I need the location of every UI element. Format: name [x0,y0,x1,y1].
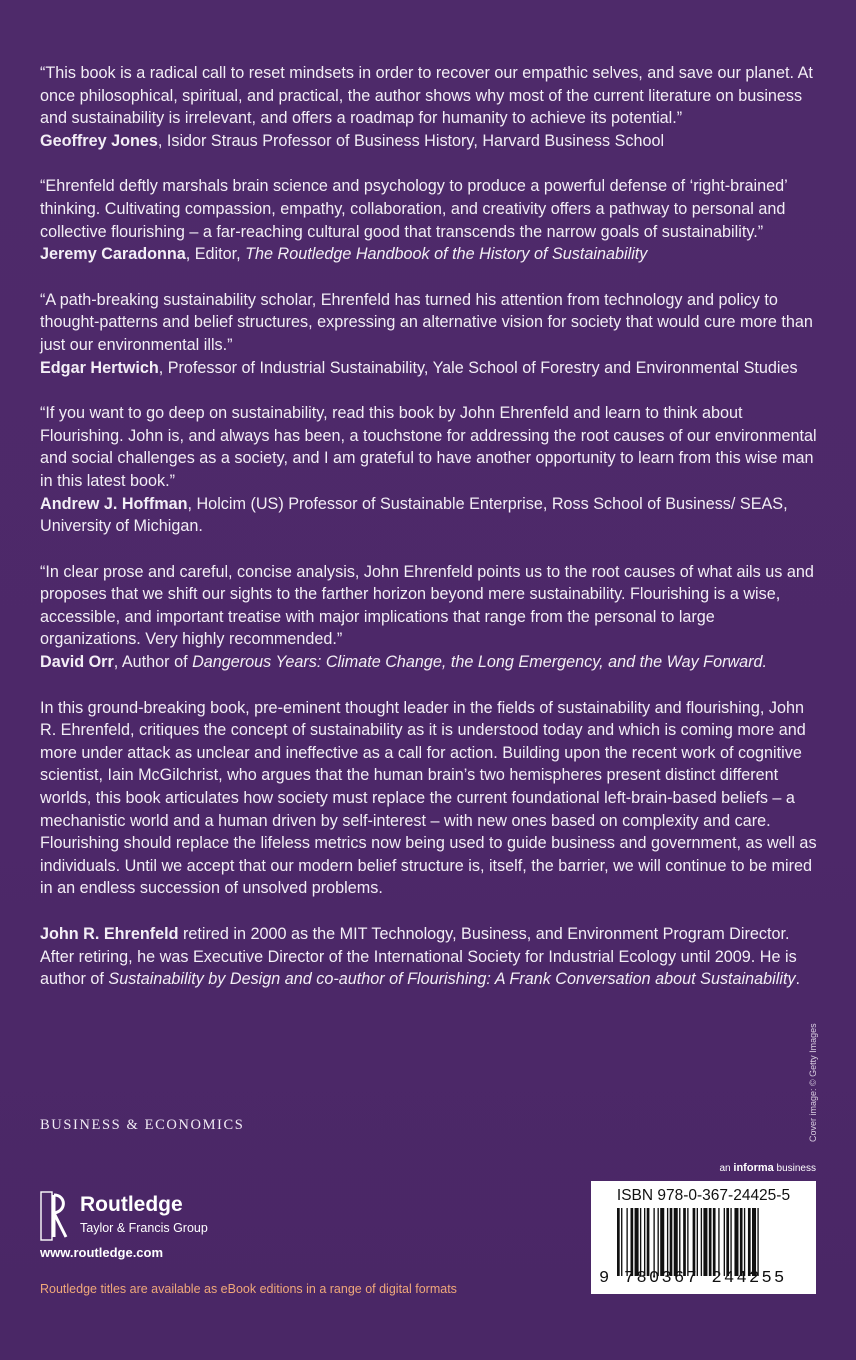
barcode-bar [687,1208,688,1276]
endorsement-4 [40,402,820,538]
bio-works: Sustainability by Design and co-author of Flourishing: A Frank Conversation about Sustainability [108,970,796,989]
barcode-bar [626,1208,627,1276]
bio-text: retired in 2000 as the MIT Technology, Business, and Environment Program Director. After retiring, he was Executive Director of the International Society for Industrial Ecology until 2009. He is author of [40,925,797,989]
endorsement-1 [40,62,820,152]
barcode-bar [713,1208,716,1276]
barcode-bar [631,1208,634,1276]
cover-credit: Cover image: © Getty Images [808,1023,818,1142]
quote-attribution [40,357,820,380]
endorser-title: , Isidor Straus Professor of Business History, Harvard Business School [157,131,665,150]
ebook-note: Routledge titles are available as eBook editions in a range of digital formats [40,1282,457,1296]
informa-tagline: an informa business [719,1162,816,1174]
barcode-bar [744,1208,745,1276]
barcode-bar [703,1208,707,1276]
endorser-work: Dangerous Years: Climate Change, the Long Emergency, and the Way Forward. [192,653,768,672]
barcode-bar [752,1208,756,1276]
barcode-bars [617,1208,807,1276]
quote-text: “If you want to go deep on sustainability, read this book by John Ehrenfeld and learn to think about Flourishing. John is, and always has been, a touchstone for addressing the root causes of our environmental and social challenges as a society, and I am grateful to have another opportunity to learn from this wise man in this latest book.” [40,404,817,490]
barcode-bar [757,1208,758,1276]
endorser-title: , Author of [113,653,193,672]
isbn-label: ISBN 978-0-367-24425-5 [616,1187,791,1204]
barcode-bar [730,1208,731,1276]
endorsement-3 [40,289,820,379]
routledge-r-icon [40,1191,70,1241]
barcode-digits: 9 780367 244255 [599,1269,787,1288]
publisher-subtitle: Taylor & Francis Group [80,1221,208,1235]
publisher-name: Routledge [80,1193,183,1216]
endorser-name: Geoffrey Jones [40,131,158,150]
quote-text: “This book is a radical call to reset mindsets in order to recover our empathic selves, and save our planet. At once philosophical, spiritual, and practical, the author shows why most of the current literature on business and sustainability is irrelevant, and offers a roadmap for humanity to achieve its potential.” [40,64,813,128]
endorser-name: Edgar Hertwich [40,358,159,377]
endorser-title: , Professor of Industrial Sustainability, Yale School of Forestry and Environmental Studies [158,358,798,377]
quote-attribution [40,243,820,266]
endorser-title: , Holcim (US) Professor of Sustainable Enterprise, Ross School of Business/ SEAS, University of Michigan. [40,494,788,536]
barcode-bar [734,1208,738,1276]
author-bio: John R. Ehrenfeld retired in 2000 as the MIT Technology, Business, and Environment Program Director. After retiring, he was Executive Director of the International Society for Industrial Ecology until 2009. He is author of Sustainability by Design and co-author of Flourishing: A Frank Conversation about Sustainability. [40,925,801,989]
endorser-title: , Editor, [185,245,246,264]
endorser-name: David Orr [40,653,114,672]
quote-text: “In clear prose and careful, concise analysis, John Ehrenfeld points us to the root causes of what ails us and proposes that we shift our sights to the farther horizon beyond mere sustainability. Flourishing is a wise, accessible, and important treatise with major implications that range from the personal to large organizations. Very highly recommended.” [40,562,814,649]
barcode-bar [683,1208,686,1276]
barcode-bar [621,1208,622,1276]
barcode-bar [740,1208,743,1276]
endorsement-2 [40,175,820,265]
quote-text: “A path-breaking sustainability scholar, Ehrenfeld has turned his attention from technology and policy to thought-patterns and belief structures, expressing an alternative vision for society that would cure more than just our environmental ills.” [40,290,813,354]
barcode-bar [617,1208,620,1276]
barcode-bar [670,1208,673,1276]
barcode-bar [658,1208,659,1276]
barcode-bar [679,1208,680,1276]
barcode-bar [697,1208,698,1276]
barcode-bar [748,1208,751,1276]
barcode-bar [718,1208,719,1276]
barcode-bar [640,1208,641,1276]
endorser-work: The Routledge Handbook of the History of Sustainability [245,245,648,264]
barcode-bar [724,1208,725,1276]
back-cover-text [40,62,820,991]
barcode-bar [653,1208,654,1276]
barcode-bar [709,1208,712,1276]
barcode-bar [644,1208,645,1276]
quote-attribution [40,130,820,153]
barcode-bar [701,1208,702,1276]
book-description [40,697,820,900]
quote-text: “Ehrenfeld deftly marshals brain science and psychology to produce a powerful defense of ‘right-brained’ thinking. Cultivating compassion, empathy, collaboration, and creativity offers a pathway to personal and collective flourishing – a far-reaching cultural good that transcends the narrow goals of sustainability.” [40,177,788,241]
barcode-bar [726,1208,729,1276]
barcode-bar [674,1208,678,1276]
barcode-bar [667,1208,668,1276]
quote-attribution [40,493,820,538]
routledge-logo [40,1191,240,1241]
isbn-barcode [591,1181,816,1294]
barcode-bar [660,1208,664,1276]
endorser-name: Andrew J. Hoffman [40,494,188,513]
barcode-bar [647,1208,650,1276]
barcode-bar [693,1208,696,1276]
endorser-name: Jeremy Caradonna [40,245,186,264]
subject-category: BUSINESS & ECONOMICS [40,1117,245,1133]
description-text: In this ground-breaking book, pre-eminent thought leader in the fields of sustainability and flourishing, John R. Ehrenfeld, critiques the concept of sustainability as it is understood today and which is coming more and more under attack as unclear and ineffective as a call for action. Building upon the recent work of cognitive scientist, Iain McGilchrist, who argues that the human brain’s two hemispheres present distinct different worlds, this book articulates how society must replace the current foundational left-brain-based beliefs – a mechanistic world and a human driven by self-interest – with new ones based on complexity and care. Flourishing should replace the lifeless metrics now being used to guide business and government, as well as individuals. Until we accept that our modern belief structure is, itself, the barrier, we will continue to be mired in an endless succession of unsolved problems. [40,698,817,898]
publisher-url[interactable]: www.routledge.com [40,1245,164,1260]
endorsement-5 [40,561,820,674]
quote-attribution [40,651,820,674]
author-name: John R. Ehrenfeld [40,925,179,943]
barcode-bar [635,1208,639,1276]
